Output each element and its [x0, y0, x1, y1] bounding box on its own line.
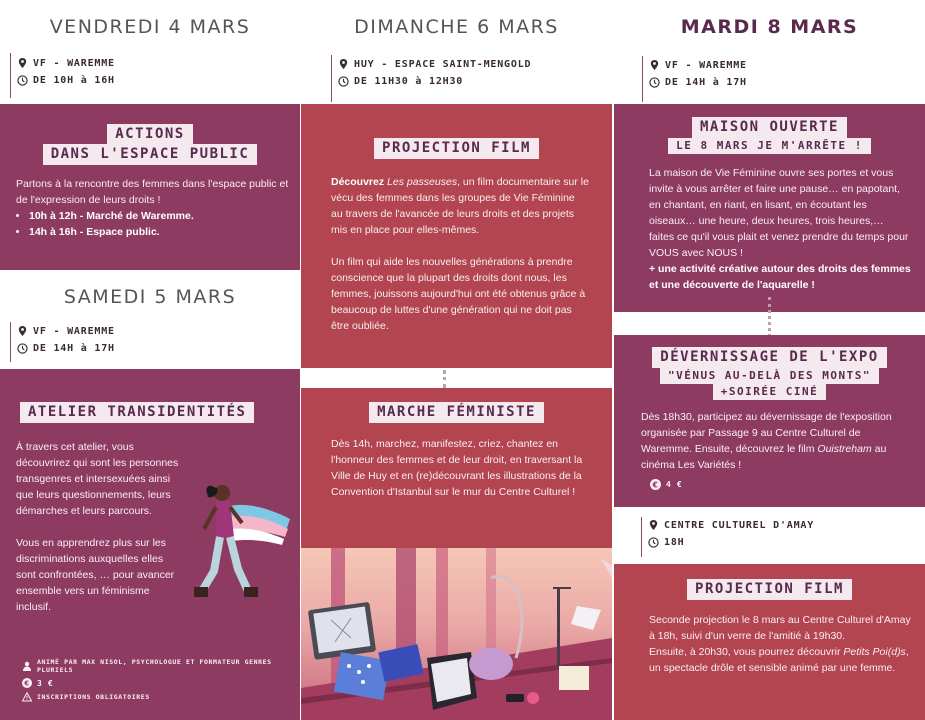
svg-text:€: € [652, 479, 659, 489]
film-description: Découvrez Les passeuses, un film documentaire sur le vécu des femmes dans les groupes de Vie Féminine au travers de l'avancée de leurs droits et des projets mis en place pour elles-mêmes. Un film qui aide les nouvelles générations à prendre conscience que la plupart des droits dont nous, les femmes, jouissons aujourd'hui ont été obtenus grâce à beaucoup de luttes d'une génération qui ne doit pas être oubliée. [331, 176, 589, 332]
actions-description: Partons à la rencontre des femmes dans l'espace public et de l'expression de leurs droits ! • 10h à 12h - Marché de Waremme. • 14h à 16h - Espace public. [16, 176, 291, 240]
clock-icon [649, 77, 660, 88]
location-pin-icon [648, 520, 659, 531]
clock-icon [338, 76, 349, 87]
day-heading-vendredi: VENDREDI 4 MARS [49, 16, 251, 38]
panel-projection-film [301, 104, 612, 368]
clock-icon [17, 75, 28, 86]
clock-icon [17, 343, 28, 354]
location-pin-icon [649, 60, 660, 71]
location-pin-icon [17, 58, 28, 69]
day-heading-mardi: MARDI 8 MARS [680, 16, 859, 38]
event-time: DE 14H à 17H [665, 77, 747, 88]
event-time: DE 11H30 à 12H30 [354, 76, 464, 87]
actions-title-1: ACTIONS [107, 124, 193, 145]
svg-text:€: € [24, 679, 30, 688]
warning-icon [22, 692, 32, 702]
day-heading-dimanche: DIMANCHE 6 MARS [354, 16, 559, 38]
expo-title-1: DÉVERNISSAGE DE L'EXPO [652, 347, 886, 368]
location-pin-icon [17, 326, 28, 337]
footer-price: 3 € [37, 678, 54, 688]
panel-actions [0, 104, 300, 270]
atelier-footer [22, 656, 292, 704]
list-item: • 10h à 12h - Marché de Waremme. [29, 208, 291, 224]
expo-description: Dès 18h30, participez au dévernissage de l'exposition organisée par Passage 9 au Centre Culturel de Waremme. Ensuite, découvrez le film Ouistreham au cinéma Les Variétés ! [641, 411, 892, 471]
list-item: • 14h à 16h - Espace public. [29, 224, 291, 240]
maison-title-1: MAISON OUVERTE [692, 117, 847, 138]
connector-dots [768, 297, 771, 337]
event-place: VF - WAREMME [33, 326, 115, 337]
event-meta-mardi [642, 56, 747, 102]
clock-icon [648, 537, 659, 548]
expo-price: 4 € [666, 479, 683, 489]
expo-title-2: "VÉNUS AU-DELÀ DES MONTS" [660, 368, 879, 384]
maison-description: La maison de Vie Féminine ouvre ses portes et vous invite à vous arrêter et faire une pause… en papotant, en chantant, en riant, en lisant, en écoutant les oiseaux… une heure, deux heures, trois heures,… faites ce qu'il vous plait et venez prendre du temps pour VOUS avec NOUS ! + une activité créative autour des droits des femmes et une découverte de l'aquarelle ! [649, 167, 911, 291]
event-meta-amay [641, 517, 814, 557]
euro-icon [22, 678, 32, 688]
location-pin-icon [338, 59, 349, 70]
expo-title-3: +SOIRÉE CINÉ [713, 384, 826, 400]
maison-title-2: LE 8 MARS JE M'ARRÊTE ! [668, 138, 871, 154]
event-meta-samedi [10, 322, 115, 362]
march-title: MARCHE FÉMINISTE [369, 402, 544, 423]
film2-title: PROJECTION FILM [687, 579, 852, 600]
euro-icon [650, 479, 661, 490]
footer-note: INSCRIPTIONS OBLIGATOIRES [37, 693, 150, 701]
event-place: VF - WAREMME [665, 60, 747, 71]
column-left [0, 0, 300, 720]
connector-dots [443, 370, 446, 388]
day-heading-samedi: SAMEDI 5 MARS [63, 286, 237, 308]
panel-marche-feministe [301, 388, 612, 548]
atelier-title: ATELIER TRANSIDENTITÉS [20, 402, 254, 423]
panel-atelier [0, 369, 300, 720]
film-title: PROJECTION FILM [374, 138, 539, 159]
panel-devernissage [614, 335, 925, 507]
event-time: DE 10H à 16H [33, 75, 115, 86]
event-meta-dimanche [331, 55, 531, 102]
actions-schedule-list [29, 208, 291, 240]
event-time: 18H [664, 537, 685, 548]
panel-projection-film-amay [614, 564, 925, 720]
walking-figure-illustration [186, 479, 296, 609]
panel-maison-ouverte [614, 104, 925, 312]
event-place: CENTRE CULTUREL D'AMAY [664, 520, 815, 531]
still-life-illustration [301, 548, 612, 720]
film2-description: Seconde projection le 8 mars au Centre Culturel d'Amay à 18h, suivi d'un verre de l'amitié à 19h30. Ensuite, à 20h30, vous pourrez découvrir Petits Poi(d)s, un spectacle drôle et sensible animé par une femme. [649, 614, 911, 674]
event-meta-vendredi [10, 53, 115, 98]
column-right [614, 0, 925, 720]
actions-title-2: DANS L'ESPACE PUBLIC [43, 144, 258, 165]
event-place: VF - WAREMME [33, 58, 115, 69]
column-middle [301, 0, 612, 720]
event-time: DE 14H à 17H [33, 343, 115, 354]
footer-host: ANIMÉ PAR MAX NISOL, PSYCHOLOGUE ET FORMATEUR GENRES PLURIELS [37, 658, 272, 674]
event-place: HUY - ESPACE SAINT-MENGOLD [354, 59, 532, 70]
march-description: Dès 14h, marchez, manifestez, criez, chantez en l'honneur des femmes et de leur droit, en traversant la Ville de Huy et en (re)découvrant les illustrations de la Convention d'Istanbul sur le mur du Centre Culturel ! [331, 438, 583, 498]
person-icon [22, 661, 32, 671]
atelier-description: À travers cet atelier, vous découvrirez qui sont les personnes transgenres et intersexuées ainsi que leurs questionnements, leurs démarches et leurs parcours. Vous en apprendrez plus sur les discriminations auxquelles elles sont confrontées, … pour avancer ensemble vers un féminisme inclusif. [16, 441, 179, 613]
